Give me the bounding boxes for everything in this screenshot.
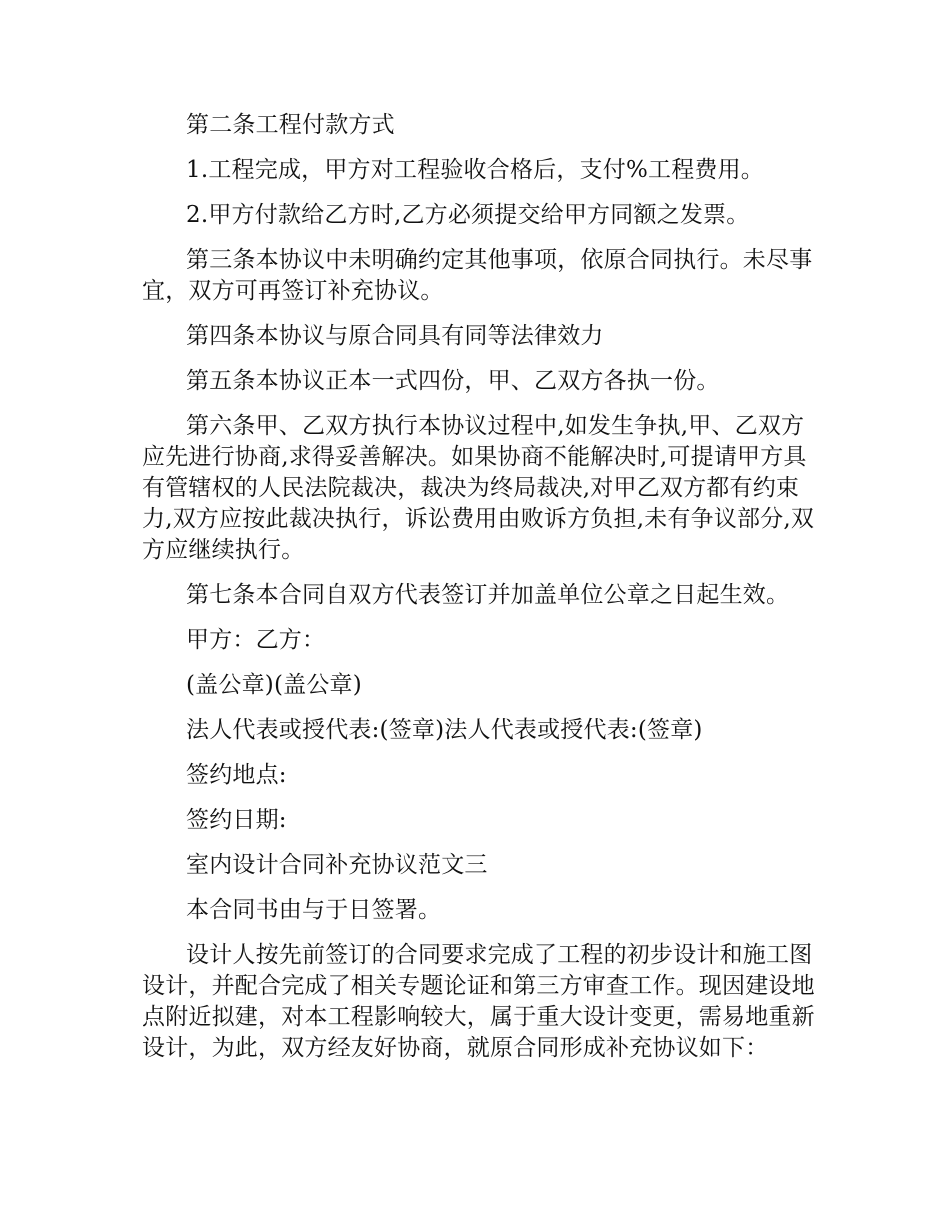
paragraph-article-3: 第三条本协议中未明确约定其他事项，依原合同执行。未尽事宜，双方可再签订补充协议。 bbox=[142, 247, 813, 304]
paragraph-article-2-title: 第二条工程付款方式 bbox=[186, 112, 395, 138]
document-body bbox=[142, 110, 818, 1078]
paragraph-payment-2: 2.甲方付款给乙方时,乙方必须提交给甲方同额之发票。 bbox=[186, 202, 750, 228]
paragraph-representatives: 法人代表或授代表:(签章)法人代表或授代表:(签章) bbox=[186, 717, 703, 743]
paragraph-article-5: 第五条本协议正本一式四份，甲、乙双方各执一份。 bbox=[186, 368, 720, 394]
paragraph-article-6: 第六条甲、乙双方执行本协议过程中,如发生争执,甲、乙双方应先进行协商,求得妥善解决。如果协商不能解决时,可提请甲方具有管辖权的人民法院裁决，裁决为终局裁决,对甲乙双方都有约束力,双方应按此裁决执行，诉讼费用由败诉方负担,未有争议部分,双方应继续执行。 bbox=[142, 413, 815, 563]
paragraph-sign-place: 签约地点: bbox=[186, 762, 287, 788]
paragraph-sign-date: 签约日期: bbox=[186, 807, 287, 833]
paragraph-article-7: 第七条本合同自双方代表签订并加盖单位公章之日起生效。 bbox=[186, 582, 790, 608]
paragraph-parties: 甲方：乙方： bbox=[186, 627, 326, 653]
paragraph-article-4: 第四条本协议与原合同具有同等法律效力 bbox=[186, 323, 604, 349]
paragraph-payment-1: 1.工程完成，甲方对工程验收合格后，支付%工程费用。 bbox=[186, 157, 764, 183]
paragraph-section-title: 室内设计合同补充协议范文三 bbox=[186, 852, 488, 878]
paragraph-seals: (盖公章)(盖公章) bbox=[186, 672, 362, 698]
paragraph-design-intro: 设计人按先前签订的合同要求完成了工程的初步设计和施工图设计，并配合完成了相关专题论证和第三方审查工作。现因建设地点附近拟建，对本工程影响较大，属于重大设计变更，需易地重新设计，为此，双方经友好协商，就原合同形成补充协议如下： bbox=[142, 942, 815, 1061]
paragraph-contract-signed: 本合同书由与于日签署。 bbox=[186, 897, 442, 923]
